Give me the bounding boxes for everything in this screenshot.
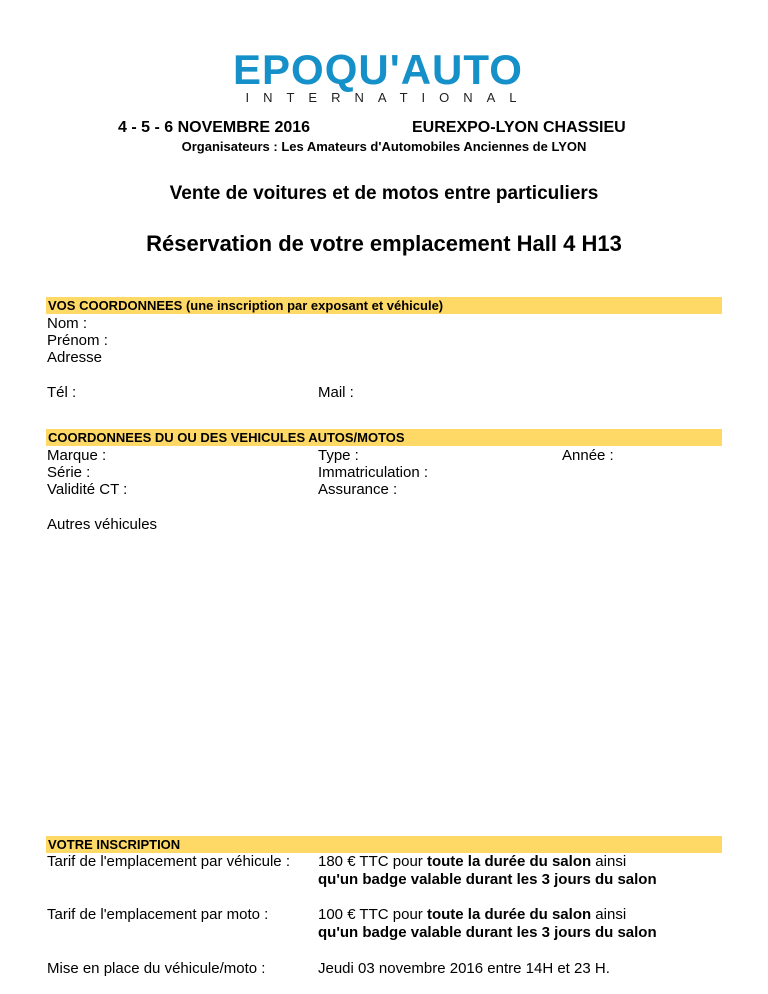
tarif-moto-badge: qu'un badge valable durant les 3 jours du salon — [318, 924, 657, 941]
label-immatriculation: Immatriculation : — [318, 464, 429, 481]
section-header-vehicules: COORDONNEES DU OU DES VEHICULES AUTOS/MOTOS — [46, 429, 722, 446]
tarif-vehicule-badge: qu'un badge valable durant les 3 jours du salon — [318, 871, 657, 888]
logo — [0, 46, 768, 105]
label-type: Type : — [318, 447, 359, 464]
page-subtitle: Vente de voitures et de motos entre particuliers — [169, 183, 599, 204]
label-serie: Série : — [47, 464, 91, 481]
label-marque: Marque : — [47, 447, 107, 464]
event-organizers: Organisateurs : Les Amateurs d'Automobiles Anciennes de LYON — [181, 139, 587, 154]
label-assurance: Assurance : — [318, 481, 398, 498]
tarif-moto-end: ainsi — [591, 906, 627, 923]
label-nom: Nom : — [47, 315, 88, 332]
mise-en-place-value: Jeudi 03 novembre 2016 entre 14H et 23 H. — [318, 960, 610, 977]
page-title: Réservation de votre emplacement Hall 4 H13 — [146, 231, 622, 256]
event-venue: EUREXPO-LYON CHASSIEU — [412, 119, 626, 136]
tarif-vehicule-price: 180 € TTC pour — [318, 853, 427, 870]
tarif-vehicule-value — [318, 853, 626, 870]
label-tarif-moto: Tarif de l'emplacement par moto : — [47, 906, 269, 923]
tarif-moto-price: 100 € TTC pour — [318, 906, 427, 923]
event-dates: 4 - 5 - 6 NOVEMBRE 2016 — [118, 119, 311, 136]
label-annee: Année : — [562, 447, 614, 464]
tarif-vehicule-end: ainsi — [591, 853, 627, 870]
logo-sub-text: INTERNATIONAL — [245, 90, 531, 105]
label-prenom: Prénom : — [47, 332, 108, 349]
tarif-vehicule-duration: toute la durée du salon — [426, 853, 592, 870]
section-header-inscription: VOTRE INSCRIPTION — [46, 836, 722, 853]
label-mail: Mail : — [318, 384, 354, 401]
section-header-coordonnees: VOS COORDONNEES (une inscription par exposant et véhicule) — [46, 297, 722, 314]
label-autres-vehicules: Autres véhicules — [47, 516, 158, 533]
label-validite-ct: Validité CT : — [47, 481, 128, 498]
tarif-moto-duration: toute la durée du salon — [426, 906, 592, 923]
label-tel: Tél : — [47, 384, 77, 401]
label-adresse: Adresse — [47, 349, 103, 366]
label-tarif-vehicule: Tarif de l'emplacement par véhicule : — [47, 853, 290, 870]
label-mise-en-place: Mise en place du véhicule/moto : — [47, 960, 266, 977]
tarif-moto-value — [318, 906, 626, 923]
logo-main-text: EPOQU'AUTO — [233, 46, 523, 93]
